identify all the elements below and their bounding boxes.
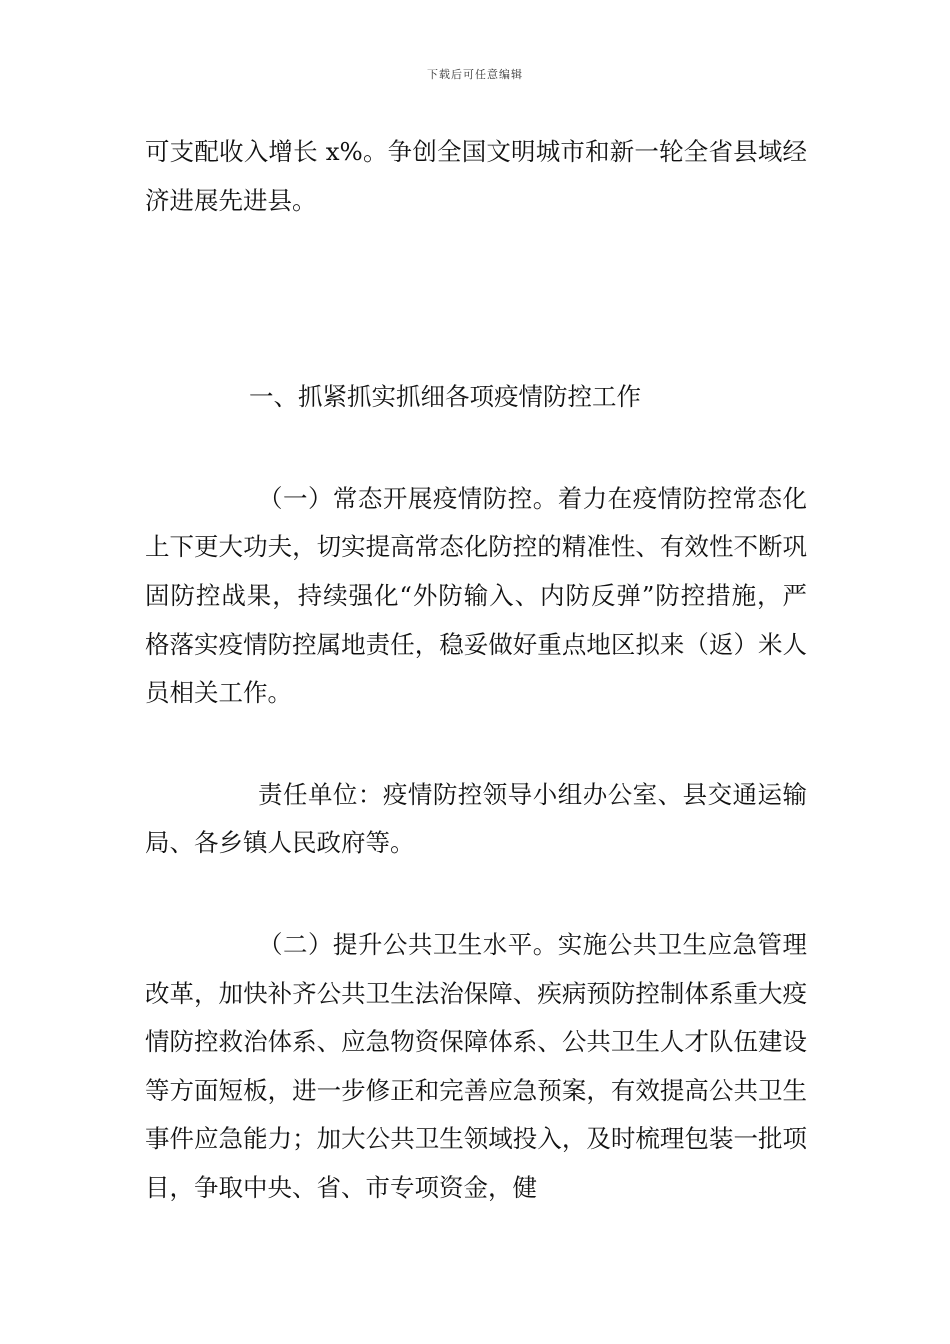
document-body bbox=[145, 128, 807, 1213]
section-heading: 一、抓紧抓实抓细各项疫情防控工作 bbox=[249, 382, 641, 412]
intro-paragraph: 可支配收入增长 x%。争创全国文明城市和新一轮全省县域经济进展先进县。 bbox=[145, 137, 807, 215]
item-1-responsibility: 责任单位：疫情防控领导小组办公室、县交通运输局、各乡镇人民政府等。 bbox=[145, 779, 807, 858]
item-1-paragraph: （一）常态开展疫情防控。着力在疫情防控常态化上下更大功夫，切实提高常态化防控的精准性、有效性不断巩固防控战果，持续强化“外防输入、内防反弹”防控措施，严格落实疫情防控属地责任，稳妥做好重点地区拟来（返）米人员相关工作。 bbox=[145, 483, 807, 708]
spacer bbox=[145, 868, 807, 921]
spacer bbox=[145, 422, 807, 475]
page-header-note: 下载后可任意编辑 bbox=[427, 68, 523, 81]
spacer bbox=[145, 718, 807, 771]
item-2-paragraph: （二）提升公共卫生水平。实施公共卫生应急管理改革，加快补齐公共卫生法治保障、疾病预防控制体系重大疫情防控救治体系、应急物资保障体系、公共卫生人才队伍建设等方面短板，进一步修正和完善应急预案，有效提高公共卫生事件应急能力；加大公共卫生领域投入，及时梳理包装一批项目，争取中央、省、市专项资金，健 bbox=[145, 929, 807, 1202]
spacer bbox=[145, 225, 807, 373]
